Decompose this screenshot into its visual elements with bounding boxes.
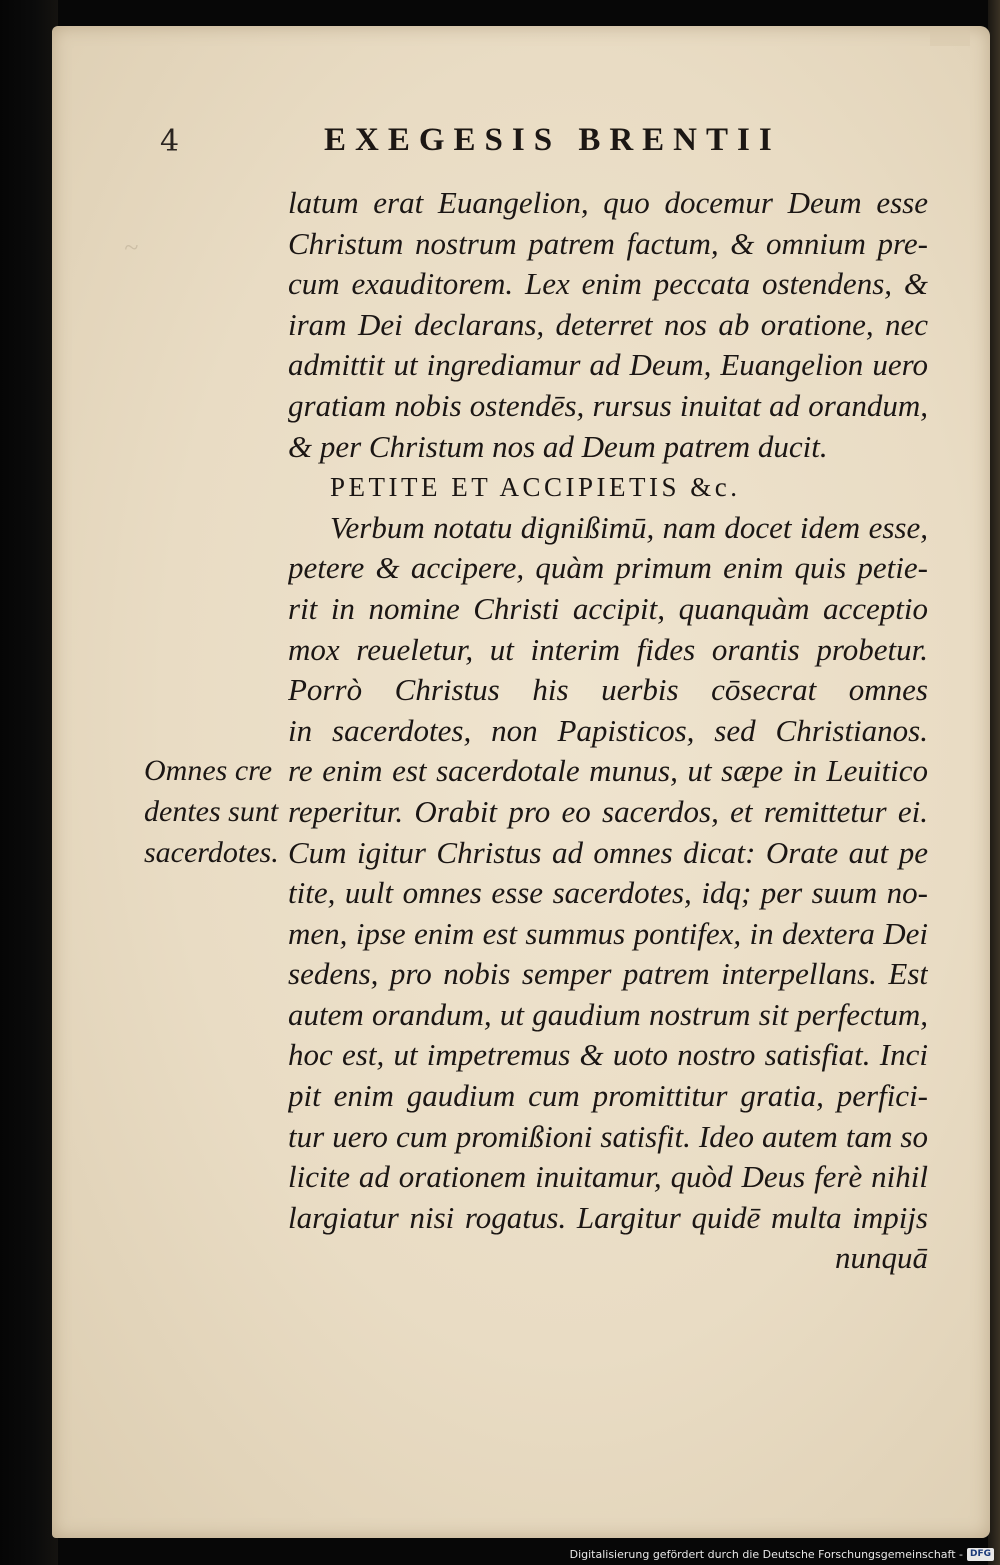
main-text-block	[288, 183, 928, 1279]
text-line: licite ad orationem inuitamur, quòd Deus ferè nihil	[288, 1159, 928, 1195]
text-line: hoc est, ut impetremus & uoto nostro satisfiat. Inci	[288, 1037, 928, 1073]
text-line: mox reueletur, ut interim fides orantis probetur.	[288, 631, 928, 667]
text-line: tur uero cum promißioni satisfit. Ideo autem tam so	[288, 1118, 928, 1154]
text-line: iram Dei declarans, deterret nos ab oratione, nec	[288, 306, 928, 342]
marginal-note-line: dentes sunt	[144, 795, 279, 828]
text-line: gratiam nobis ostendēs, rursus inuitat ad orandum,	[288, 387, 928, 423]
text-line: Cum igitur Christus ad omnes dicat: Orate aut pe	[288, 834, 928, 870]
text-line: Christum nostrum patrem factum, & omnium pre-	[288, 225, 928, 261]
text-line: & per Christum nos ad Deum patrem ducit.	[288, 428, 828, 464]
book-page	[52, 26, 990, 1538]
left-binding-shadow	[0, 0, 58, 1565]
credit-text: Digitalisierung gefördert durch die Deutsche Forschungsgemeinschaft -	[569, 1548, 963, 1561]
page-corner-wear	[930, 26, 970, 46]
running-head	[52, 122, 990, 162]
text-line: reperitur. Orabit pro eo sacerdos, et remittetur ei.	[288, 793, 928, 829]
text-line: rit in nomine Christi accipit, quanquàm acceptio	[288, 590, 928, 626]
marginal-note-line: Omnes cre	[144, 754, 273, 787]
text-line: Porrò Christus his uerbis cōsecrat omnes	[288, 672, 928, 708]
dfg-logo-icon: DFG	[967, 1548, 994, 1561]
catchword: nunquā	[835, 1240, 928, 1276]
folio-number: 4	[160, 124, 184, 159]
running-head-title: EXEGESIS BRENTII	[324, 122, 781, 158]
text-line: re enim est sacerdotale munus, ut sæpe in Leuitico	[288, 753, 928, 789]
marginal-note-line: sacerdotes.	[144, 836, 279, 869]
bleed-through-mark: ~	[124, 233, 139, 262]
text-line: in sacerdotes, non Papisticos, sed Christianos.	[288, 712, 928, 748]
text-line: sedens, pro nobis semper patrem interpellans. Est	[288, 956, 928, 992]
text-line: petere & accipere, quàm primum enim quis petie-	[288, 550, 928, 586]
text-line: admittit ut ingrediamur ad Deum, Euangelion uero	[288, 347, 928, 383]
text-line: tite, uult omnes esse sacerdotes, idq; per suum no-	[288, 875, 928, 911]
text-line: Verbum notatu dignißimū, nam docet idem esse,	[330, 509, 928, 545]
text-line: pit enim gaudium cum promittitur gratia, perfici-	[288, 1078, 928, 1114]
text-line: autem orandum, ut gaudium nostrum sit perfectum,	[288, 996, 928, 1032]
digitization-credit	[570, 1548, 994, 1561]
section-heading: PETITE ET ACCIPIETIS &c.	[330, 472, 741, 503]
text-line: cum exauditorem. Lex enim peccata ostendens, &	[288, 266, 928, 302]
text-line: largiatur nisi rogatus. Largitur quidē multa impijs	[288, 1199, 928, 1235]
text-line: latum erat Euangelion, quo docemur Deum esse	[288, 185, 928, 220]
marginal-note	[144, 750, 279, 873]
text-line: men, ipse enim est summus pontifex, in dextera Dei	[288, 915, 928, 951]
